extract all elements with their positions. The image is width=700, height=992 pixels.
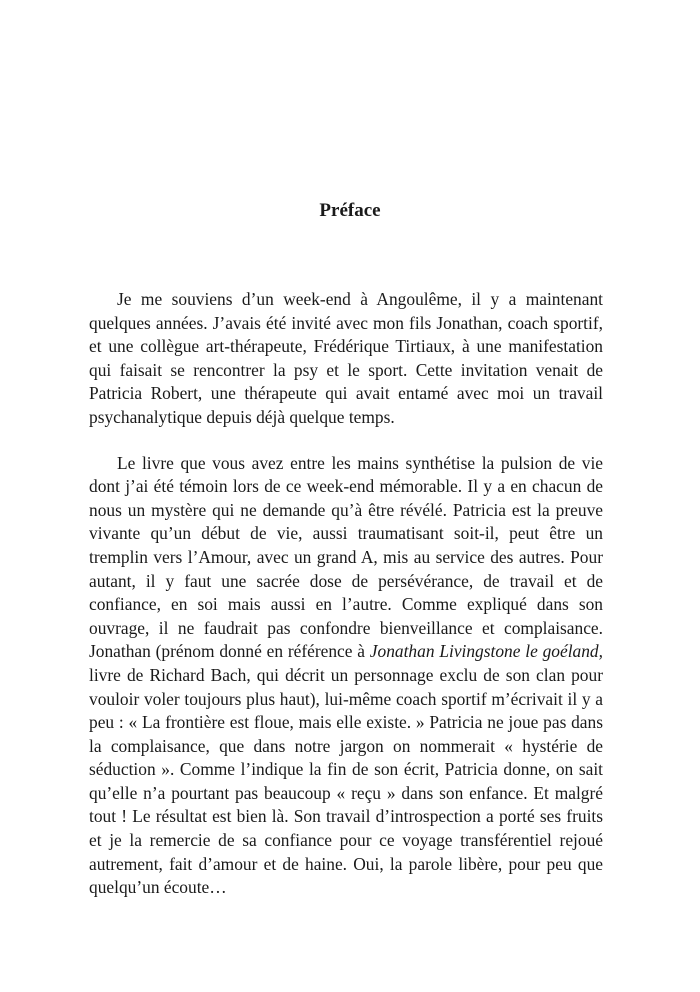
book-title-reference: Jonathan Livingstone le goéland, [369,641,603,662]
paragraph-1-text: Je me souviens d’un week-end à Angoulême, il y a maintenant quelques années. J’avais été invité avec mon fils Jonathan, coach sportif, et une collègue art-thérapeute, Frédérique Tirtiaux, à une manifestation qui faisait se rencontrer la psy et le sport. Cette invitation venait de Patricia Robert, une thérapeute qui avait entamé avec moi un travail psychanalytique depuis déjà quelque temps. [89,289,603,427]
paragraph-1 [89,288,603,430]
paragraph-2-text-b: livre de Richard Bach, qui décrit un personnage exclu de son clan pour vouloir voler toujours plus haut), lui-même coach sportif m’écrivait il y a peu : « La frontière est floue, mais elle existe. » Patricia ne joue pas dans la complaisance, que dans notre jargon on nommerait « hystérie de séduction ». Comme l’indique la fin de son écrit, Patricia donne, on sait qu’elle n’a pourtant pas beaucoup « reçu » dans son enfance. Et malgré tout ! Le résultat est bien là. Son travail d’introspection a porté ses fruits et je la remercie de sa confiance pour ce voyage transférentiel rejoué autrement, fait d’amour et de haine. Oui, la parole libère, pour peu que quelqu’un écoute… [89,664,603,898]
preface-body [89,288,603,900]
paragraph-2-text-a: Le livre que vous avez entre les mains synthétise la pulsion de vie dont j’ai été témoin lors de ce week-end mémorable. Il y a en chacun de nous un mystère qui ne demande qu’à être révélé. Patricia est la preuve vivante qu’un début de vie, aussi traumatisant soit-il, peut être un tremplin vers l’Amour, avec un grand A, mis au service des autres. Pour autant, il y faut une sacrée dose de persévérance, de travail et de confiance, en soi mais aussi en l’autre. Comme expliqué dans son ouvrage, il ne faudrait pas confondre bienveillance et complaisance. Jonathan (prénom donné en référence à [89,452,603,662]
paragraph-2 [89,452,603,900]
page-title: Préface [319,200,381,221]
